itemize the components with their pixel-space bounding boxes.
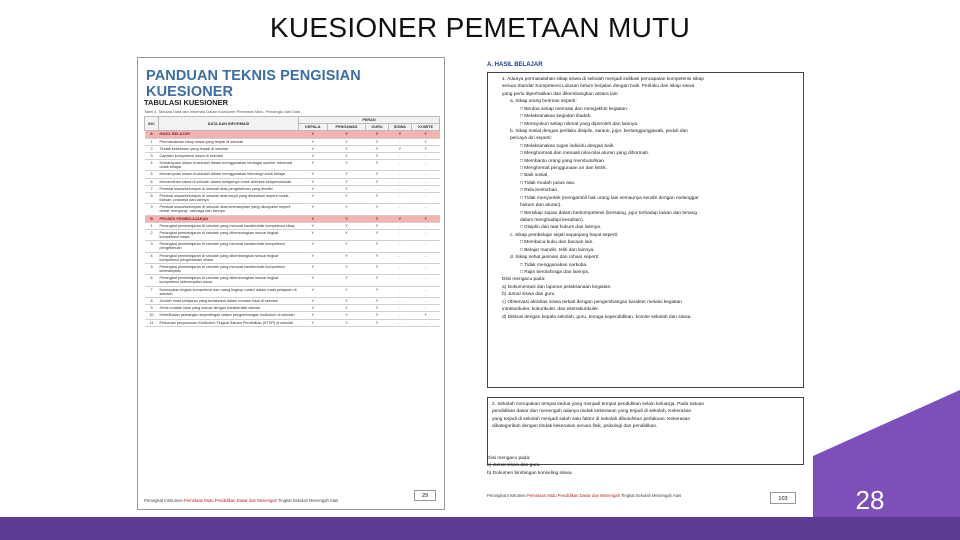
row-number: 10 bbox=[145, 312, 159, 319]
role-cell: Y bbox=[327, 178, 366, 185]
role-cell: Y bbox=[366, 160, 388, 171]
role-cell: Y bbox=[299, 204, 328, 215]
row-number: 2 bbox=[145, 229, 159, 240]
table-row bbox=[145, 145, 440, 152]
col-header-peran: PERAN bbox=[299, 117, 440, 124]
role-cell: - bbox=[388, 138, 412, 145]
role-cell: - bbox=[388, 263, 412, 274]
row-number: 8 bbox=[145, 192, 159, 203]
role-cell: - bbox=[388, 305, 412, 312]
hasil-belajar-heading: A. HASIL BELAJAR bbox=[487, 62, 543, 68]
role-cell: Y bbox=[327, 252, 366, 263]
row-text: Capaian kompetensi siswa di sekolah bbox=[159, 152, 299, 159]
role-cell: Y bbox=[327, 229, 366, 240]
col-header-siswa: SISWA bbox=[388, 124, 412, 131]
col-header-no: INC bbox=[145, 117, 159, 131]
role-cell: Y bbox=[366, 229, 388, 240]
role-cell: - bbox=[412, 229, 440, 240]
role-cell: Y bbox=[299, 131, 328, 138]
role-cell: Y bbox=[366, 192, 388, 203]
role-cell: Y bbox=[327, 215, 366, 222]
role-cell: - bbox=[412, 297, 440, 304]
table-row bbox=[145, 204, 440, 215]
role-cell: - bbox=[388, 297, 412, 304]
role-cell: - bbox=[388, 152, 412, 159]
row-text: Kemampuan siswa di sekolah dalam menggunakan teknologi untuk belajar bbox=[159, 171, 299, 178]
role-cell: - bbox=[412, 263, 440, 274]
row-text: Keterlibatan pemangku kepentingan dalam pengembangan kurikulum di sekolah bbox=[159, 312, 299, 319]
role-cell: Y bbox=[366, 152, 388, 159]
row-text: Prestasi siswa/kelompok di sekolah atas karya yang dihasilkan seperti musik, lukisan, prakarya dan lainnya bbox=[159, 192, 299, 203]
row-text: Perangkat pembelajaran di sekolah yang dikembangkan sesuai tingkat kompetensi siswa bbox=[159, 229, 299, 240]
col-header-pengawas: PENGAWAS bbox=[327, 124, 366, 131]
role-cell: - bbox=[412, 204, 440, 215]
right-footer bbox=[487, 493, 687, 498]
role-cell: - bbox=[412, 152, 440, 159]
role-cell: Y bbox=[299, 152, 328, 159]
text-line: □ Mensyukuri setiap nikmat yang diperoleh dan lainnya. bbox=[520, 121, 639, 127]
role-cell: - bbox=[412, 241, 440, 252]
text-line: b) Dokumen bimbingan konseling siswa. bbox=[487, 470, 573, 476]
role-cell: Y bbox=[388, 131, 412, 138]
role-cell: - bbox=[366, 185, 388, 192]
role-cell: Y bbox=[327, 185, 366, 192]
role-cell: Y bbox=[366, 145, 388, 152]
text-line: pendidikan dasar dan menengah adanya tindak kekerasan yang terjadi di sekolah. Kekerasan bbox=[492, 409, 692, 415]
text-line: □ Menghormati dan menaati nilai-nilai aturan yang dihormati. bbox=[520, 151, 650, 157]
text-line: 1. Adanya permasalahan sikap siswa di sekolah menjadi indikasi pencapaian kompetensi sikap bbox=[502, 77, 704, 82]
role-cell: Y bbox=[366, 263, 388, 274]
text-line: 2. Sekolah merupakan tempat kedua yang menjadi tempat pendidikan selain keluarga. Pada satuan bbox=[492, 402, 705, 407]
role-cell: Y bbox=[299, 145, 328, 152]
role-cell: Y bbox=[327, 263, 366, 274]
table-row bbox=[145, 263, 440, 274]
tabulation-table bbox=[144, 116, 440, 327]
row-text: Perangkat pembelajaran di sekolah yang dikembangkan sesuai tingkat kompetensi pengetahuan siswa bbox=[159, 252, 299, 263]
role-cell: - bbox=[412, 286, 440, 297]
row-text: Kemandirian siswa di sekolah dalam belajarnya untuk aktivitas belajar/sekolah bbox=[159, 178, 299, 185]
text-line: □ Bersikap sopan dalam berkompetensi (bersaing, jujur terhadap lawan dan tenang bbox=[520, 210, 698, 216]
row-number: 5 bbox=[145, 263, 159, 274]
text-line: d) Diskusi dengan kepala sekolah, guru, tenaga kependidikan, komite sekolah dan siswa. bbox=[502, 314, 692, 320]
role-cell: Y bbox=[327, 192, 366, 203]
role-cell: Y bbox=[299, 222, 328, 229]
role-cell: - bbox=[388, 319, 412, 326]
table-row bbox=[145, 305, 440, 312]
role-cell: Y bbox=[388, 215, 412, 222]
text-line: a) Jurnal siswa dan guru. bbox=[487, 463, 541, 469]
role-cell: Y bbox=[299, 312, 328, 319]
role-cell: Y bbox=[299, 319, 328, 326]
row-number: 9 bbox=[145, 305, 159, 312]
row-text: HASIL BELAJAR bbox=[159, 131, 299, 138]
role-cell: Y bbox=[366, 275, 388, 286]
role-cell: - bbox=[412, 192, 440, 203]
table-row bbox=[145, 275, 440, 286]
row-number: 3 bbox=[145, 152, 159, 159]
role-cell: Y bbox=[327, 241, 366, 252]
table-row bbox=[145, 229, 440, 240]
role-cell: Y bbox=[366, 319, 388, 326]
role-cell: Y bbox=[299, 263, 328, 274]
right-page-number: 103 bbox=[770, 492, 796, 504]
row-text: Kemampuan siswa di sekolah dalam menggunakan berbagai sumber informasi untuk belajar bbox=[159, 160, 299, 171]
role-cell: Y bbox=[366, 222, 388, 229]
text-line: □ Melaksanakan kegiatan ibadah. bbox=[520, 114, 592, 120]
role-cell: - bbox=[388, 160, 412, 171]
role-cell: Y bbox=[299, 241, 328, 252]
role-cell: - bbox=[412, 171, 440, 178]
table-row bbox=[145, 286, 440, 297]
col-header-kepala: KEPALA bbox=[299, 124, 328, 131]
table-row bbox=[145, 312, 440, 319]
role-cell: Y bbox=[299, 297, 328, 304]
row-text: Prestasi siswa/kelompok di sekolah atas pengetahuan yang dimiliki bbox=[159, 185, 299, 192]
row-text: Perangkat pembelajaran di sekolah yang memuat karakteristik kompetensi pengetahuan bbox=[159, 241, 299, 252]
left-page-number: 29 bbox=[414, 490, 436, 501]
text-line: □ Menghemat penggunaan air dan listrik. bbox=[520, 166, 608, 172]
role-cell: Y bbox=[327, 160, 366, 171]
role-cell: - bbox=[412, 185, 440, 192]
text-line: percaya diri seperti: bbox=[510, 136, 552, 142]
text-line: □ Tidak mudah putus asa. bbox=[520, 180, 576, 186]
role-cell: Y bbox=[366, 252, 388, 263]
table-row bbox=[145, 297, 440, 304]
role-cell: Y bbox=[366, 305, 388, 312]
table-row bbox=[145, 252, 440, 263]
role-cell: Y bbox=[299, 178, 328, 185]
role-cell: Y bbox=[412, 312, 440, 319]
role-cell: - bbox=[388, 275, 412, 286]
tabulation-body bbox=[145, 131, 440, 326]
item-1-box bbox=[487, 72, 804, 388]
role-cell: - bbox=[412, 222, 440, 229]
role-cell: - bbox=[388, 204, 412, 215]
row-text: Jenis muatan lokal yang sesuai dengan karakteristik daerah bbox=[159, 305, 299, 312]
role-cell: - bbox=[388, 178, 412, 185]
left-footer bbox=[144, 498, 364, 503]
role-cell: Y bbox=[299, 286, 328, 297]
role-cell: Y bbox=[327, 312, 366, 319]
role-cell: Y bbox=[299, 138, 328, 145]
role-cell: Y bbox=[327, 286, 366, 297]
role-cell: Y bbox=[299, 171, 328, 178]
text-line: □ Rela berkorban. bbox=[520, 188, 559, 194]
row-text: Permasalahan sikap siswa yang terjadi di sekolah bbox=[159, 138, 299, 145]
text-line: a) Dokumentasi dan laporan pelaksanaan kegiatan. bbox=[502, 284, 612, 290]
role-cell: Y bbox=[299, 192, 328, 203]
role-cell: - bbox=[388, 286, 412, 297]
hasil-belajar-page bbox=[482, 57, 808, 510]
row-number: 7 bbox=[145, 286, 159, 297]
text-line: □ Belajar mandiri, teliti dan lainnya. bbox=[520, 247, 595, 253]
role-cell: Y bbox=[327, 152, 366, 159]
row-text: Pedoman penyusunan Kurikulum Tingkat Satuan Pendidikan (KTSP) di sekolah bbox=[159, 319, 299, 326]
left-footer-prefix: Perangkat Instrumen bbox=[144, 497, 185, 503]
role-cell: Y bbox=[327, 138, 366, 145]
decorative-triangle bbox=[813, 390, 960, 456]
row-number: 6 bbox=[145, 275, 159, 286]
table-row bbox=[145, 192, 440, 203]
row-text: PROSES PEMBELAJARAN bbox=[159, 215, 299, 222]
table-row bbox=[145, 138, 440, 145]
row-text: Prestasi siswa/kelompok di sekolah atas keterampilan yang ditunjukan seperti debat, menyanyi, olahraga dan lainnya bbox=[159, 204, 299, 215]
row-number: 4 bbox=[145, 160, 159, 171]
text-line: dalam menghadapi kesulitan). bbox=[520, 218, 584, 224]
row-number: 6 bbox=[145, 178, 159, 185]
role-cell: - bbox=[412, 275, 440, 286]
text-line: c) Observasi aktivitas siswa terkait dengan pengembangan karakter melalui kegiatan bbox=[502, 299, 682, 305]
row-number: 7 bbox=[145, 185, 159, 192]
text-line: b. Sikap sosial dengan perilaku disiplin, santun, jujur, bertanggungjawab, peduli dan bbox=[510, 128, 688, 134]
text-line: □ Tidak menyontek (mengambil hak orang lain semaunya sendiri dengan melanggar bbox=[520, 195, 699, 201]
right-footer-suffix: Tingkat Sekolah Menengah Atas bbox=[619, 492, 682, 498]
role-cell: Y bbox=[299, 160, 328, 171]
role-cell: Y bbox=[299, 215, 328, 222]
role-cell: Y bbox=[299, 275, 328, 286]
row-number: 9 bbox=[145, 204, 159, 215]
section-row bbox=[145, 131, 440, 138]
role-cell: Y bbox=[299, 185, 328, 192]
row-number: 5 bbox=[145, 171, 159, 178]
table-row bbox=[145, 178, 440, 185]
row-text: Kesesuaian tingkat kompetensi dan ruang lingkup materi dalam mata pelajaran di sekolah bbox=[159, 286, 299, 297]
role-cell: Y bbox=[412, 131, 440, 138]
right-footer-red: Pemetaan Mutu Pendidikan Dasar dan Menengah bbox=[527, 492, 620, 498]
role-cell: Y bbox=[327, 171, 366, 178]
role-cell: - bbox=[412, 252, 440, 263]
text-line: yang terjadi di sekolah menjadi salah satu faktor di sekolah dibutuhkan perlakuan. Kekerasan bbox=[492, 416, 691, 422]
text-line: sesuai Standar Kompetensi Lulusan belum berjalan dengan baik. Perilaku dan sikap siswa bbox=[502, 84, 695, 90]
row-text: Perangkat pembelajaran di sekolah yang dikembangkan sesuai tingkat kompetensi keterampilan siswa bbox=[159, 275, 299, 286]
role-cell: - bbox=[388, 185, 412, 192]
table-row bbox=[145, 222, 440, 229]
slide-title: KUESIONER PEMETAAN MUTU bbox=[269, 12, 691, 43]
text-line: □ Rajin berolahraga dan lainnya. bbox=[520, 269, 590, 275]
col-header-komite: KOMITE bbox=[412, 124, 440, 131]
text-line: □ Tidak menggunakan narkoba. bbox=[520, 262, 588, 268]
row-number: A bbox=[145, 131, 159, 138]
role-cell: Y bbox=[366, 215, 388, 222]
role-cell: Y bbox=[327, 145, 366, 152]
table-caption: Tabel 4. Tabulasi Data dan Informasi Dalam Kuesioner Pemetaan Mutu, Pemangku dan Data bbox=[144, 110, 301, 114]
text-line: Diisi mengacu pada: bbox=[502, 277, 546, 283]
left-footer-red: Pemetaan Mutu Pendidikan Dasar dan Menengah bbox=[184, 497, 277, 503]
text-line: d. Sikap sehat jasmani dan rohani seperti: bbox=[510, 255, 600, 261]
text-line: c. Sikap pembelajar sejati sepanjang hayat seperti: bbox=[510, 232, 619, 238]
role-cell: - bbox=[388, 192, 412, 203]
section-row bbox=[145, 215, 440, 222]
text-line: □ Disiplin dan taat hukum dan lainnya. bbox=[520, 225, 602, 231]
row-number: 2 bbox=[145, 145, 159, 152]
role-cell: - bbox=[388, 229, 412, 240]
role-cell: Y bbox=[412, 138, 440, 145]
slide-number: 28 bbox=[855, 485, 885, 515]
tabulation-subheading: TABULASI KUESIONER bbox=[144, 98, 229, 107]
table-row bbox=[145, 241, 440, 252]
text-line: intrakurikuler, kokurikuler, dan ekstrakurikuler. bbox=[502, 307, 600, 313]
text-line: a. Sikap orang beriman seperti: bbox=[510, 99, 577, 105]
left-footer-suffix: Tingkat Sekolah Menengah Atas bbox=[276, 497, 339, 503]
role-cell: - bbox=[412, 160, 440, 171]
text-line: hukum dan aturan). bbox=[520, 203, 562, 209]
role-cell: Y bbox=[299, 252, 328, 263]
row-text: Tindak kekerasan yang terjadi di sekolah bbox=[159, 145, 299, 152]
row-number: 8 bbox=[145, 297, 159, 304]
table-row bbox=[145, 185, 440, 192]
col-header-guru: GURU bbox=[366, 124, 388, 131]
role-cell: Y bbox=[412, 145, 440, 152]
text-line: □ Berdoa setiap memulai dan mengakhiri kegiatan. bbox=[520, 106, 629, 112]
row-text: Jumlah mata pelajaran yang terlaksana dalam muatan lokal di sekolah bbox=[159, 297, 299, 304]
role-cell: - bbox=[412, 319, 440, 326]
role-cell: - bbox=[412, 178, 440, 185]
text-line: □ Baik sosial. bbox=[520, 173, 549, 179]
text-line: □ Melaksanakan tugas individu dengan baik. bbox=[520, 143, 615, 149]
text-line: dikategorikan dengan tindak kekerasan secara fisik, psikologi dan pendidikan. bbox=[492, 424, 658, 430]
row-number: 1 bbox=[145, 138, 159, 145]
role-cell: - bbox=[388, 252, 412, 263]
role-cell: Y bbox=[327, 204, 366, 215]
text-line: □ Membantu orang yang membutuhkan. bbox=[520, 158, 606, 164]
role-cell: - bbox=[388, 171, 412, 178]
role-cell: - bbox=[412, 305, 440, 312]
role-cell: Y bbox=[327, 297, 366, 304]
role-cell: Y bbox=[327, 305, 366, 312]
role-cell: Y bbox=[366, 204, 388, 215]
text-line: □ Membaca buku dan bacaan lain. bbox=[520, 240, 594, 246]
role-cell: Y bbox=[327, 222, 366, 229]
table-row bbox=[145, 152, 440, 159]
row-number: 1 bbox=[145, 222, 159, 229]
role-cell: Y bbox=[366, 241, 388, 252]
role-cell: Y bbox=[366, 131, 388, 138]
row-number: B bbox=[145, 215, 159, 222]
role-cell: Y bbox=[412, 215, 440, 222]
role-cell: Y bbox=[366, 297, 388, 304]
right-footer-prefix: Perangkat Instrumen bbox=[487, 492, 528, 498]
questionnaire-guide-page bbox=[137, 57, 445, 510]
role-cell: Y bbox=[366, 286, 388, 297]
text-line: Diisi mengacu pada: bbox=[487, 456, 531, 461]
col-header-data: DATA DAN INFORMASI bbox=[159, 117, 299, 131]
text-line: yang perlu diperhatikan dan dikembangkan antara lain: bbox=[502, 91, 619, 97]
table-row bbox=[145, 160, 440, 171]
row-number: 3 bbox=[145, 241, 159, 252]
role-cell: Y bbox=[366, 312, 388, 319]
role-cell: - bbox=[388, 222, 412, 229]
role-cell: Y bbox=[327, 131, 366, 138]
row-text: Perangkat pembelajaran di sekolah yang memuat karakteristik kompetensi keterampilan bbox=[159, 263, 299, 274]
role-cell: - bbox=[388, 312, 412, 319]
bottom-stripe bbox=[0, 517, 960, 540]
role-cell: Y bbox=[299, 305, 328, 312]
role-cell: Y bbox=[299, 229, 328, 240]
row-number: 4 bbox=[145, 252, 159, 263]
text-line: b) Jurnal siswa dan guru. bbox=[502, 292, 556, 298]
role-cell: Y bbox=[327, 275, 366, 286]
role-cell: Y bbox=[366, 138, 388, 145]
row-text: Perangkat pembelajaran di sekolah yang memuat karakteristik kompetensi sikap bbox=[159, 222, 299, 229]
row-number: 11 bbox=[145, 319, 159, 326]
table-row bbox=[145, 171, 440, 178]
reference-list bbox=[487, 455, 804, 477]
role-cell: Y bbox=[366, 171, 388, 178]
role-cell: Y bbox=[366, 178, 388, 185]
role-cell: - bbox=[388, 241, 412, 252]
guide-heading: PANDUAN TEKNIS PENGISIAN KUESIONER bbox=[146, 68, 361, 100]
table-row bbox=[145, 319, 440, 326]
role-cell: Y bbox=[327, 319, 366, 326]
role-cell: Y bbox=[388, 145, 412, 152]
